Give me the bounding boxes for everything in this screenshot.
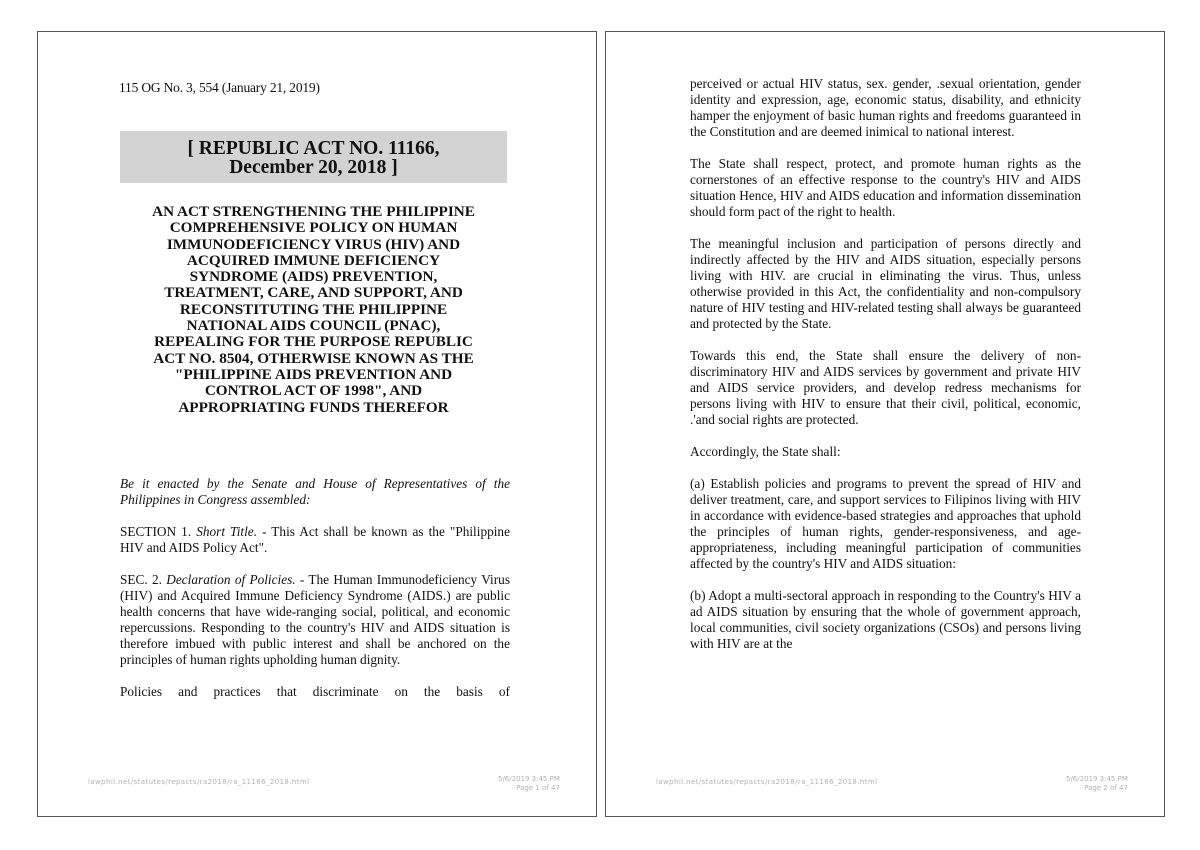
right-body-text <box>690 76 1081 652</box>
paragraph: The meaningful inclusion and participation of persons directly and indirectly affected by the HIV and AIDS situation, especially persons living with HIV. are crucial in eliminating the virus. Thus, unless otherwise provided in this Act, the confidentiality and non-compulsory nature of HIV testing and HIV-related testing shall always be guaranteed and protected by the State. <box>690 236 1081 331</box>
page-footer-stamp <box>1066 775 1128 793</box>
section-2 <box>120 572 510 668</box>
paragraph: Towards this end, the State shall ensure the delivery of non-discriminatory HIV and AIDS services by government and private HIV and AIDS service providers, and develop redress mechanisms for persons living with HIV to ensure that their civil, political, economic, .'and social rights are protected. <box>690 348 1081 427</box>
act-title-line: TREATMENT, CARE, AND SUPPORT, AND <box>164 284 463 302</box>
footer-page-number: Page 1 of 47 <box>516 784 560 792</box>
section-1 <box>120 524 510 556</box>
page-footer-url: lawphil.net/statutes/repacts/ra2018/ra_11166_2018.html <box>656 778 878 786</box>
citation: 115 OG No. 3, 554 (January 21, 2019) <box>119 80 320 95</box>
section-1-prefix: SECTION 1. <box>120 524 197 539</box>
policies-paragraph-start: Policies and practices that discriminate on the basis of <box>120 684 510 699</box>
act-title-line: "PHILIPPINE AIDS PREVENTION AND <box>174 365 453 383</box>
paragraph: The State shall respect, protect, and promote human rights as the cornerstones of an effective response to the country's HIV and AIDS situation Hence, HIV and AIDS education and information dissemination should form pact of the right to health. <box>690 156 1081 219</box>
section-1-heading: Short Title. <box>196 524 258 539</box>
section-1-text: - This Act shall be known as the "Philippine HIV and AIDS Policy Act". <box>120 524 510 555</box>
act-title-line: APPROPRIATING FUNDS THEREFOR <box>178 398 449 416</box>
enacting-clause: Be it enacted by the Senate and House of Representatives of the Philippines in Congress assembled: <box>120 476 510 507</box>
paragraph: (b) Adopt a multi-sectoral approach in responding to the Country's HIV a ad AIDS situation by ensuring that the whole of government approach, local communities, civil society organizations (CSOs) and persons living with HIV are at the <box>690 588 1081 651</box>
act-title-line: NATIONAL AIDS COUNCIL (PNAC), <box>186 317 441 335</box>
section-2-text: - The Human Immunodeficiency Virus (HIV) and Acquired Immune Deficiency Syndrome (AIDS.) are public health concerns that have wide-ranging social, political, and economic repercussions. Responding to the country's HIV and AIDS situation is therefore imbued with public interest and shall be anchored on the principles of human rights upholding human dignity. <box>120 572 510 667</box>
document-page-right <box>605 31 1165 817</box>
act-title-line: ACT NO. 8504, OTHERWISE KNOWN AS THE <box>153 349 474 367</box>
act-title-line: IMMUNODEFICIENCY VIRUS (HIV) AND <box>166 235 461 253</box>
paragraph: Accordingly, the State shall: <box>690 444 841 459</box>
act-title-line: ACQUIRED IMMUNE DEFICIENCY <box>186 251 441 269</box>
paragraph: (a) Establish policies and programs to prevent the spread of HIV and deliver treatment, care, and support services to Filipinos living with HIV in accordance with evidence-based strategies and approaches that uphold the principles of human rights, gender-responsiveness, and age-appropriateness, including meaningful participation of communities affected by the country's HIV and AIDS situation: <box>690 476 1081 571</box>
footer-date: 5/6/2019 3:45 PM <box>498 775 560 783</box>
page-footer-url: lawphil.net/statutes/repacts/ra2018/ra_11166_2018.html <box>88 778 310 786</box>
act-long-title <box>120 204 507 416</box>
act-title-line: AN ACT STRENGTHENING THE PHILIPPINE <box>152 203 475 220</box>
act-date-line: December 20, 2018 ] <box>229 157 398 178</box>
act-title-line: COMPREHENSIVE POLICY ON HUMAN <box>169 219 458 237</box>
left-body-text <box>120 476 510 700</box>
footer-page-number: Page 2 of 47 <box>1084 784 1128 792</box>
document-page-left <box>37 31 597 817</box>
act-number-line: [ REPUBLIC ACT NO. 11166, <box>187 138 440 159</box>
page-footer-stamp <box>498 775 560 793</box>
section-2-prefix: SEC. 2. <box>120 572 167 587</box>
act-title-line: SYNDROME (AIDS) PREVENTION, <box>189 268 438 286</box>
paragraph: perceived or actual HIV status, sex. gender, .sexual orientation, gender identity and expression, age, economic status, disability, and ethnicity hamper the enjoyment of basic human rights and freedoms guaranteed in the Constitution and are deemed inimical to national interest. <box>690 76 1081 139</box>
act-title-line: REPEALING FOR THE PURPOSE REPUBLIC <box>154 333 473 351</box>
section-2-heading: Declaration of Policies. <box>166 572 296 587</box>
act-title-line: CONTROL ACT OF 1998", AND <box>204 382 423 400</box>
act-number-title <box>120 131 507 183</box>
act-title-line: RECONSTITUTING THE PHILIPPINE <box>179 300 448 318</box>
footer-date: 5/6/2019 3:45 PM <box>1066 775 1128 783</box>
